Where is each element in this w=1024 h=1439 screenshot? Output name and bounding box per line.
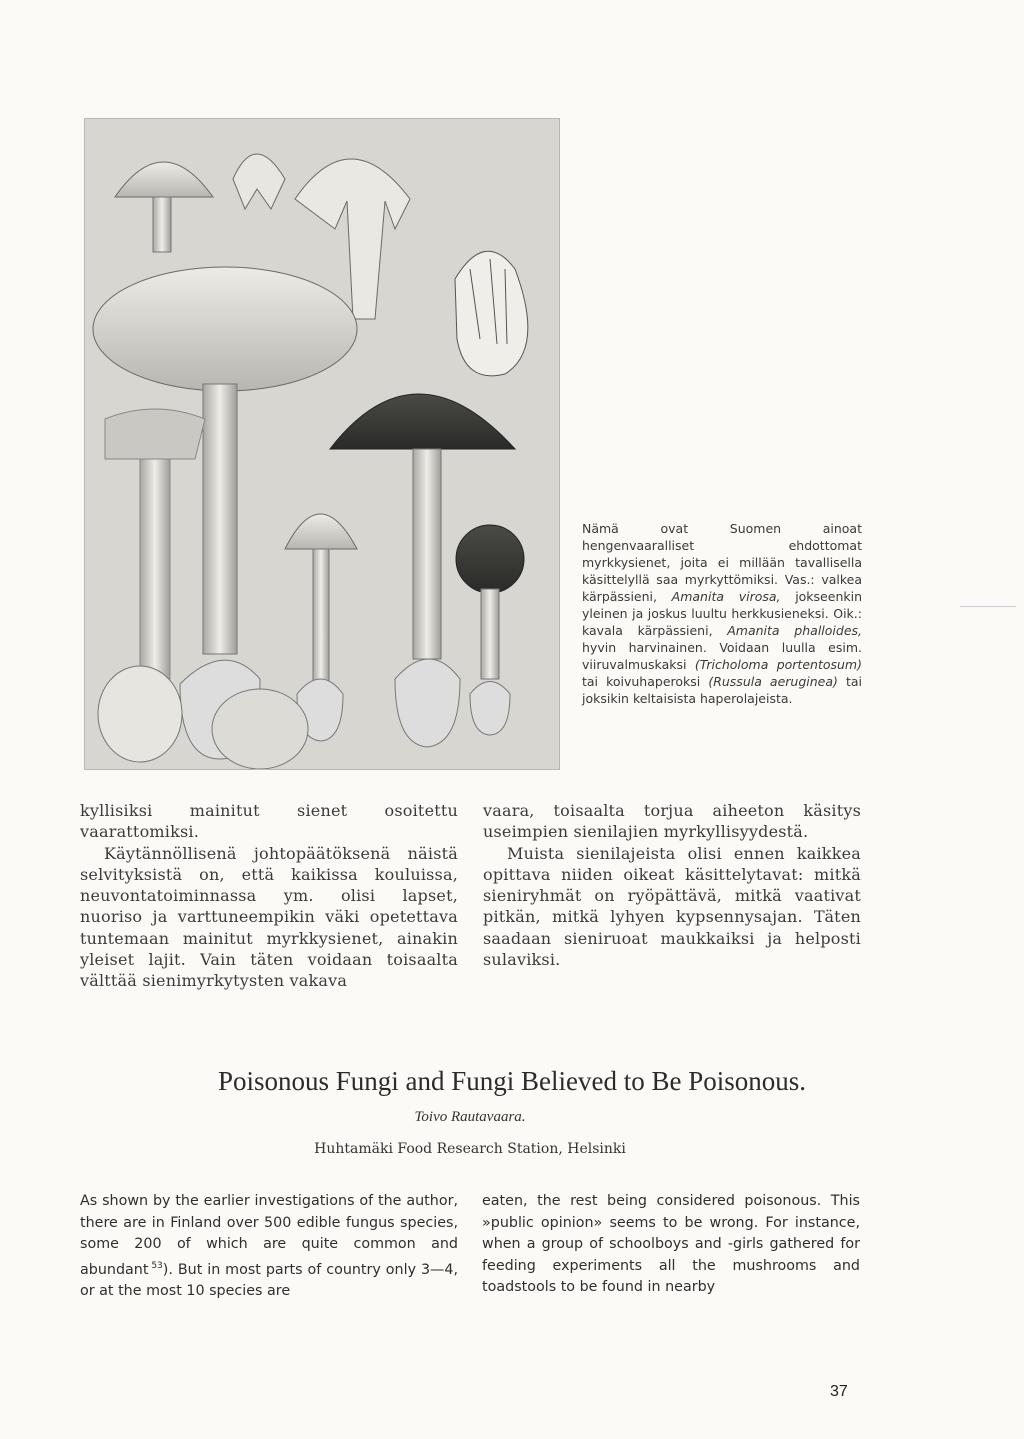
figure-caption bbox=[582, 520, 862, 707]
article-title: Poisonous Fungi and Fungi Believed to Be Poisonous. bbox=[217, 1066, 807, 1096]
caption-species-virosa: Amanita virosa, bbox=[671, 589, 781, 604]
paragraph: kyllisiksi mainitut sienet osoitettu vaarattomiksi. bbox=[80, 801, 458, 842]
paragraph-text: ). But in most parts of country only 3—4, or at the most 10 species are bbox=[80, 1261, 458, 1299]
caption-species-phalloides: Amanita phalloides, bbox=[727, 623, 862, 638]
caption-intro: Nämä ovat Suomen ainoat hengenvaaralliset ehdottomat myrkkysienet, joita ei millään tavallisella käsittelyllä saa myrkyttömiksi. bbox=[582, 521, 862, 587]
paragraph: Muista sienilajeista olisi ennen kaikkea opittava niiden oikeat käsittelytavat: mitkä sieniryhmät on ryöpättävä, mitkä vaativat pitkän, mitkä lyhyen kypsennysajan. Täten saadaan sieniruoat maukkaiksi ja helposti sulaviksi. bbox=[483, 843, 861, 970]
scan-artifact bbox=[960, 606, 1016, 607]
paragraph bbox=[80, 1191, 458, 1302]
caption-right-text: hyvin harvinainen. Voidaan luulla esim. viiruvalmuskaksi bbox=[582, 640, 862, 672]
paragraph: Käytännöllisenä johtopäätöksenä näistä selvityksistä on, että kaikissa kouluissa, neuvontatoiminnassa ym. olisi lapset, nuoriso ja varttuneempikin väki opetettava tuntemaan mainitut myrkkysienet, ainakin yleiset lajit. Vain täten voidaan toisaalta välttää sienimyrkytysten vakava bbox=[80, 843, 458, 991]
caption-end-text: tai joksikin keltaisista haperolajeista. bbox=[582, 674, 862, 706]
english-column-left bbox=[80, 1191, 458, 1302]
article-author: Toivo Rautavaara. bbox=[414, 1109, 526, 1125]
caption-species-tricholoma: (Tricholoma portentosum) bbox=[694, 657, 862, 672]
finnish-column-left bbox=[80, 800, 458, 992]
paragraph-text: As shown by the earlier investigations of the author, there are in Finland over 500 edible fungus species, some 200 of which are quite common and abundant bbox=[80, 1193, 458, 1278]
caption-right-label: Oik.: kavala kärpässieni, bbox=[582, 606, 862, 638]
paragraph: vaara, toisaalta torjua aiheeton käsitys useimpien sienilajien myrkyllisyydestä. bbox=[483, 801, 861, 842]
caption-left-text: jokseenkin yleinen ja joskus luultu herkkusieneksi. bbox=[582, 589, 862, 621]
reference-number: 53 bbox=[151, 1260, 163, 1271]
paragraph: eaten, the rest being considered poisonous. This »public opinion» seems to be wrong. For instance, when a group of schoolboys and -girls gathered for feeding experiments all the mushrooms and toadstools to be found in nearby bbox=[482, 1193, 860, 1295]
finnish-column-right bbox=[483, 800, 861, 970]
caption-middle-text: tai koivuhaperoksi bbox=[582, 674, 701, 689]
caption-left-label: Vas.: valkea kärpässieni, bbox=[582, 572, 862, 604]
mushroom-illustration bbox=[84, 118, 560, 770]
caption-species-russula: (Russula aeruginea) bbox=[708, 674, 838, 689]
english-column-right bbox=[482, 1191, 860, 1299]
article-affiliation: Huhtamäki Food Research Station, Helsinki bbox=[314, 1141, 626, 1157]
page-number: 37 bbox=[830, 1383, 848, 1400]
